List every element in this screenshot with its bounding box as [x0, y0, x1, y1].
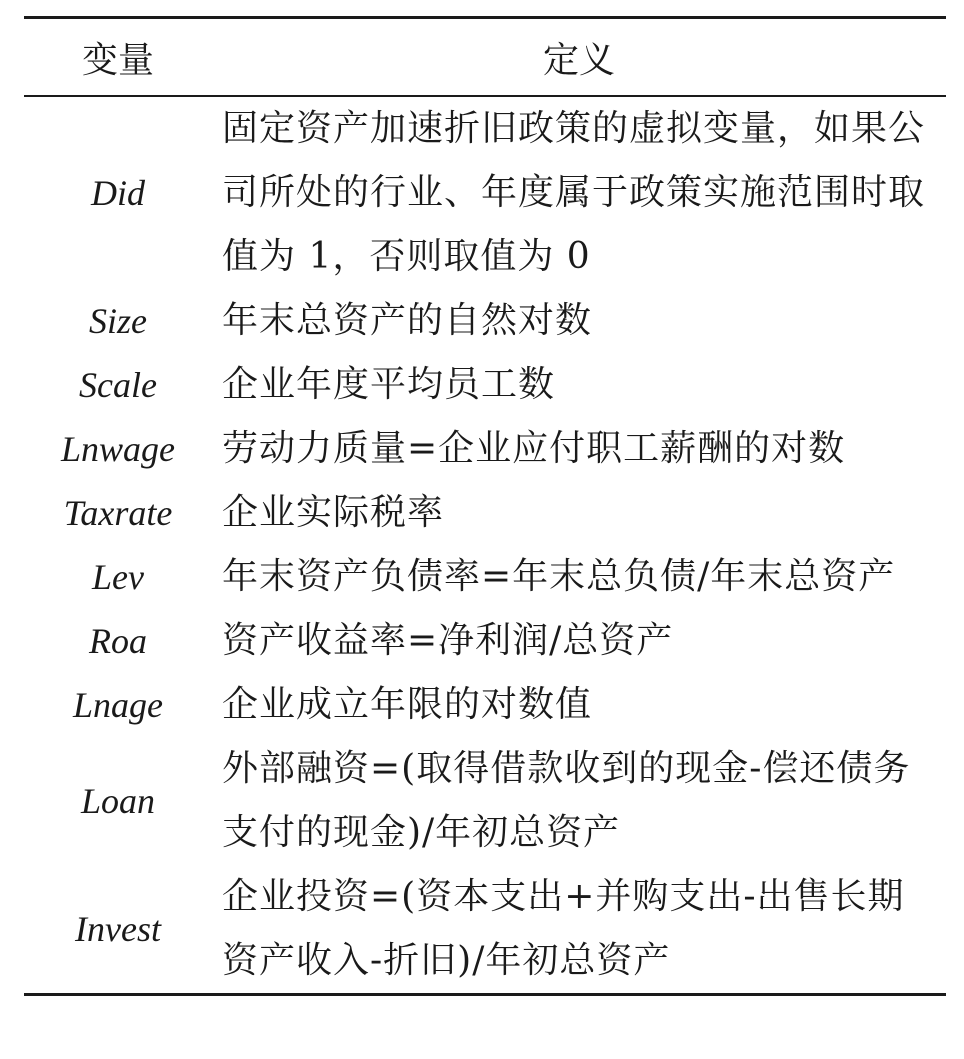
header-variable: 变量	[24, 18, 212, 97]
variable-definition-table	[24, 16, 946, 996]
definition-cell	[212, 609, 946, 673]
definition-line: 外部融资=(取得借款收到的现金-偿还债务	[222, 748, 911, 789]
definition-cell	[212, 865, 946, 995]
header-definition: 定义	[212, 18, 946, 97]
variable-definition-table-container	[24, 16, 946, 996]
table-row	[24, 96, 946, 289]
definition-line: 司所处的行业、年度属于政策实施范围时取	[222, 172, 926, 213]
table-row	[24, 737, 946, 865]
definition-cell	[212, 353, 946, 417]
table-header-row	[24, 18, 946, 97]
definition-cell	[212, 673, 946, 737]
table-row	[24, 481, 946, 545]
variable-cell: Lnage	[73, 685, 163, 725]
variable-cell: Lnwage	[60, 429, 175, 469]
definition-line: 企业投资=(资本支出+并购支出-出售长期	[222, 876, 905, 917]
variable-cell: Scale	[79, 365, 157, 405]
definition-cell	[212, 289, 946, 353]
definition-line: 支付的现金)/年初总资产	[222, 812, 621, 853]
definition-cell	[212, 737, 946, 865]
definition-line: 劳动力质量=企业应付职工薪酬的对数	[222, 428, 846, 469]
table-row	[24, 865, 946, 995]
definition-line: 企业成立年限的对数值	[222, 684, 593, 725]
variable-cell: Taxrate	[63, 493, 173, 533]
variable-cell: Did	[91, 173, 145, 213]
definition-line: 年末总资产的自然对数	[222, 300, 593, 341]
definition-line: 值为 1，否则取值为 0	[222, 236, 591, 277]
definition-cell	[212, 96, 946, 289]
definition-line: 企业年度平均员工数	[222, 364, 556, 405]
definition-cell	[212, 545, 946, 609]
definition-cell	[212, 417, 946, 481]
table-row	[24, 417, 946, 481]
definition-line: 资产收益率=净利润/总资产	[222, 620, 674, 661]
variable-cell: Size	[89, 301, 147, 341]
definition-line: 企业实际税率	[222, 492, 445, 533]
table-row	[24, 289, 946, 353]
definition-line: 年末资产负债率=年末总负债/年末总资产	[222, 556, 896, 597]
table-row	[24, 609, 946, 673]
variable-cell: Roa	[89, 621, 147, 661]
variable-cell: Invest	[24, 865, 212, 995]
definition-line: 资产收入-折旧)/年初总资产	[222, 940, 671, 981]
variable-cell: Lev	[92, 557, 144, 597]
definition-cell	[212, 481, 946, 545]
variable-cell: Loan	[80, 781, 156, 821]
table-row	[24, 353, 946, 417]
table-row	[24, 673, 946, 737]
table-row	[24, 545, 946, 609]
definition-line: 固定资产加速折旧政策的虚拟变量，如果公	[222, 108, 926, 149]
